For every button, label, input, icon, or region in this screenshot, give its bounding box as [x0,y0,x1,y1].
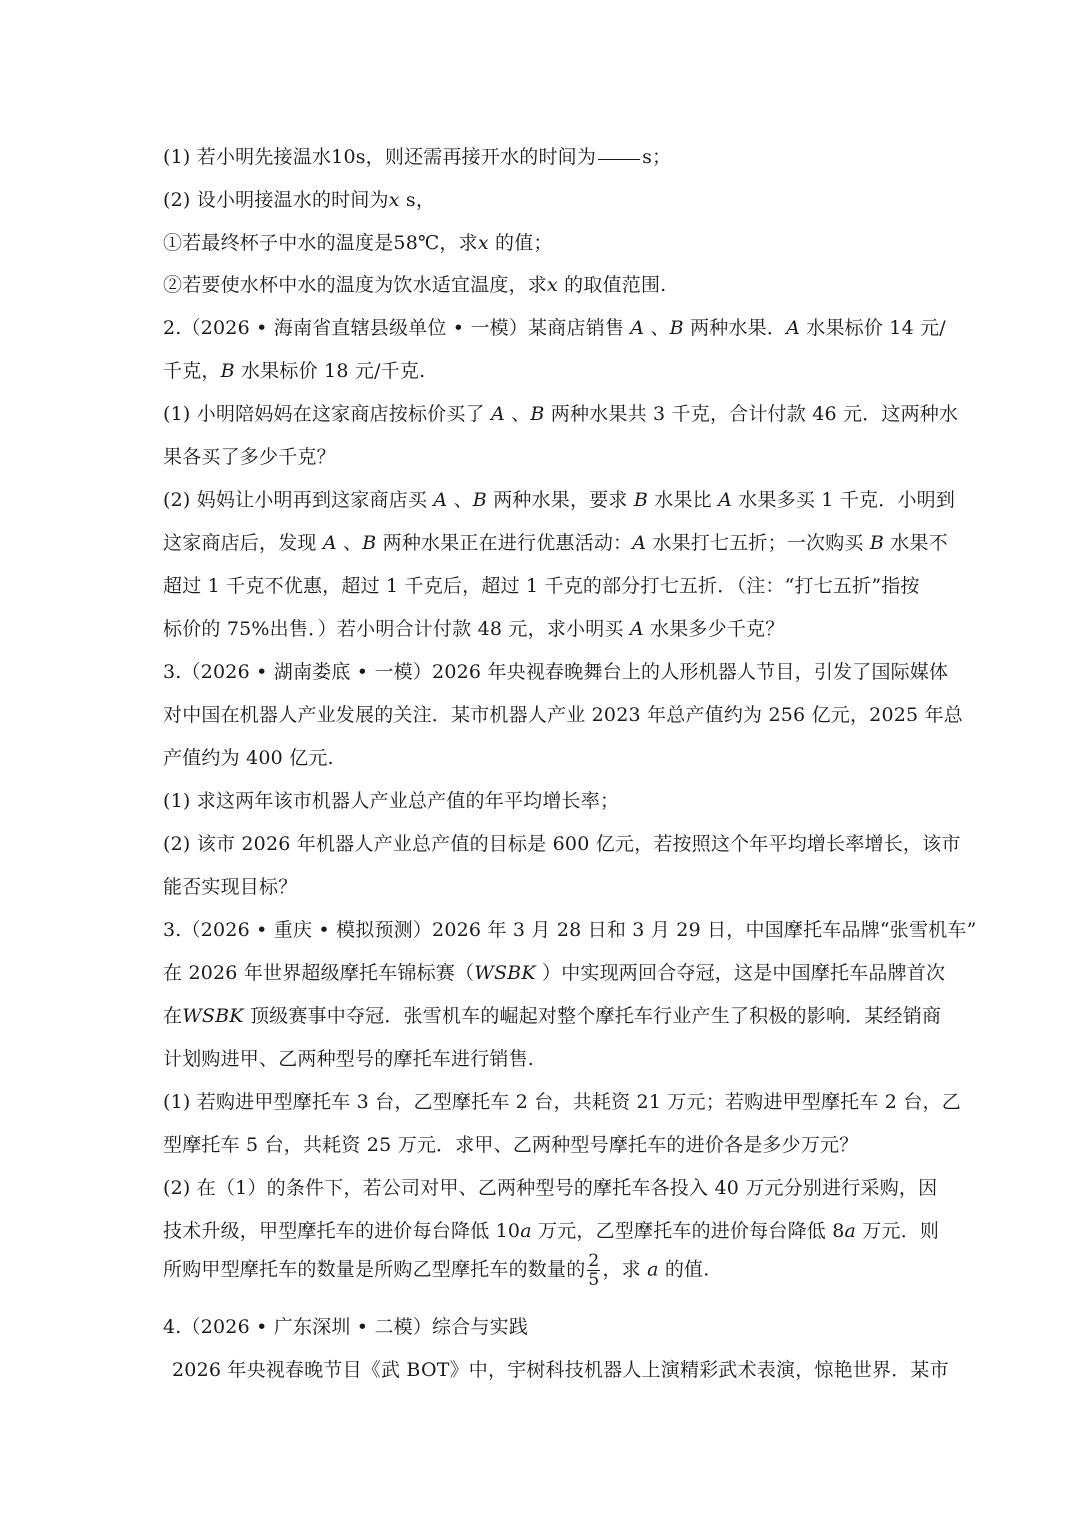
text-line: (1) 若小明先接温水10s，则还需再接开水的时间为 s； [163,146,672,168]
text-line: 千克，B 水果标价 18 元/千克. [163,360,426,382]
text-line: 产值约为 400 亿元. [163,747,334,769]
text-line: 在 2026 年世界超级摩托车锦标赛（WSBK ）中实现两回合夺冠，这是中国摩托车品牌首次 [163,962,946,984]
text-line: 在WSBK 顶级赛事中夺冠．张雪机车的崛起对整个摩托车行业产生了积极的影响．某经销商 [163,1005,942,1027]
text-line: 技术升级，甲型摩托车的进价每台降低 10a 万元，乙型摩托车的进价每台降低 8a 万元．则 [163,1220,940,1242]
text-line: 计划购进甲、乙两种型号的摩托车进行销售. [163,1048,535,1070]
text-line: (1) 小明陪妈妈在这家商店按标价买了 A 、B 两种水果共 3 千克，合计付款 46 元．这两种水 [163,403,959,425]
text-line: ②若要使水杯中水的温度为饮水适宜温度，求x 的取值范围. [163,274,667,296]
answer-blank [598,158,640,160]
text-line: (2) 该市 2026 年机器人产业总产值的目标是 600 亿元，若按照这个年平均增长率增长，该市 [163,833,961,855]
text-line: 所购甲型摩托车的数量是所购乙型摩托车的数量的 $\frac{2}{5}$ ，求 a 的值. [163,1251,710,1290]
text-line: 超过 1 千克不优惠，超过 1 千克后，超过 1 千克的部分打七五折．（注：“打七五折”指按 [163,575,920,597]
text-line: (2) 在（1）的条件下，若公司对甲、乙两种型号的摩托车各投入 40 万元分别进行采购，因 [163,1177,938,1199]
text-line: 对中国在机器人产业发展的关注．某市机器人产业 2023 年总产值约为 256 亿元，2025 年总 [163,704,963,726]
text-line: ①若最终杯子中水的温度是58℃，求x 的值； [163,232,553,254]
text-line: (2) 设小明接温水的时间为x s， [163,189,436,211]
question-3b-heading: 3.（2026 • 重庆 • 模拟预测）2026 年 3 月 28 日和 3 月 29 日，中国摩托车品牌“张雪机车” [163,919,977,941]
text-line: (1) 求这两年该市机器人产业总产值的年平均增长率； [163,790,620,812]
question-4-heading: 4.（2026 • 广东深圳 • 二模）综合与实践 [163,1316,529,1338]
question-3-heading: 3.（2026 • 湖南娄底 • 一模）2026 年央视春晚舞台上的人形机器人节目，引发了国际媒体 [163,661,949,683]
text-line: 果各买了多少千克？ [163,446,336,468]
question-2-heading: 2.（2026 • 海南省直辖县级单位 • 一模）某商店销售 A 、B 两种水果．A 水果标价 14 元/ [163,317,946,339]
text-line: (1) 若购进甲型摩托车 3 台，乙型摩托车 2 台，共耗资 21 万元；若购进甲型摩托车 2 台，乙 [163,1091,961,1113]
text-line: 能否实现目标？ [163,876,298,898]
text-line: 2026 年央视春晚节目《武 BOT》中，宇树科技机器人上演精彩武术表演，惊艳世界．某市 [172,1359,949,1381]
text-line: 标价的 75%出售．）若小明合计付款 48 元，求小明买 A 水果多少千克？ [163,618,785,640]
text-line: (2) 妈妈让小明再到这家商店买 A 、B 两种水果，要求 B 水果比 A 水果多买 1 千克．小明到 [163,489,956,511]
text-line: 型摩托车 5 台，共耗资 25 万元．求甲、乙两种型号摩托车的进价各是多少万元？ [163,1134,859,1156]
text-line: 这家商店后，发现 A 、B 两种水果正在进行优惠活动：A 水果打七五折；一次购买 B 水果不 [163,532,948,554]
fraction: $\frac{2}{5}$ [588,1251,600,1290]
